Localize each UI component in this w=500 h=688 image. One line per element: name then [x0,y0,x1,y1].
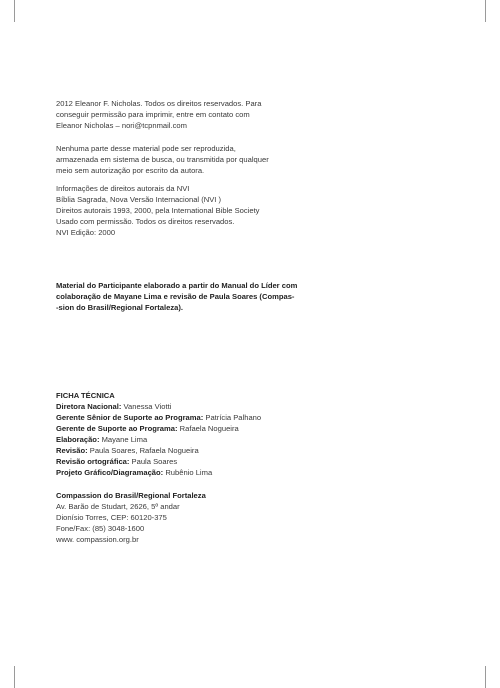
crop-mark-bottom-left [14,666,15,688]
bible-rights-line: Usado com permissão. Todos os direitos reservados. [56,217,235,226]
credits-heading: FICHA TÉCNICA [56,391,115,400]
participant-note-line: -sion do Brasil/Regional Fortaleza). [56,303,184,312]
credit-value: Rubênio Lima [163,468,213,477]
copyright-line: 2012 Eleanor F. Nicholas. Todos os direitos reservados. Para [56,99,262,108]
crop-mark-top-right [485,0,486,22]
credit-label: Revisão ortográfica: [56,457,130,466]
copyright-notice [56,98,306,131]
credit-label: Projeto Gráfico/Diagramação: [56,468,164,477]
credit-label: Gerente Sênior de Suporte ao Programa: [56,413,204,422]
participant-note-line: Material do Participante elaborado a partir do Manual do Líder com [56,281,298,290]
copyright-line: Eleanor Nicholas – nori@tcpnmail.com [56,121,187,130]
bible-rights-notice [56,183,306,238]
credits-section [56,390,306,478]
credit-label: Elaboração: [56,435,100,444]
reproduction-line: armazenada em sistema de busca, ou transmitida por qualquer [56,155,269,164]
credit-value: Mayane Lima [99,435,148,444]
reproduction-line: Nenhuma parte desse material pode ser reproduzida, [56,144,236,153]
crop-mark-top-left [14,0,15,22]
credit-row [56,456,306,467]
address-org-name: Compassion do Brasil/Regional Fortaleza [56,491,206,500]
credit-value: Paula Soares [129,457,178,466]
credit-label: Gerente de Suporte ao Programa: [56,424,178,433]
credit-row [56,401,306,412]
credit-row [56,434,306,445]
bible-rights-line: NVI Edição: 2000 [56,228,116,237]
crop-mark-bottom-right [485,666,486,688]
address-line: Av. Barão de Studart, 2626, 5º andar [56,502,180,511]
bible-rights-line: Bíblia Sagrada, Nova Versão Internacional (NVI ) [56,195,222,204]
credit-row [56,445,306,456]
reproduction-line: meio sem autorização por escrito da autora. [56,166,205,175]
credit-row [56,412,306,423]
participant-material-note [56,280,306,313]
copyright-line: conseguir permissão para imprimir, entre em contato com [56,110,250,119]
credit-value: Paula Soares, Rafaela Nogueira [87,446,199,455]
credit-row [56,423,306,434]
address-section [56,490,306,545]
participant-note-line: colaboração de Mayane Lima e revisão de Paula Soares (Compas- [56,292,295,301]
address-line: Dionísio Torres, CEP: 60120-375 [56,513,167,522]
reproduction-notice [56,143,306,176]
bible-rights-line: Informações de direitos autorais da NVI [56,184,190,193]
credit-label: Diretora Nacional: [56,402,122,411]
credit-value: Patrícia Palhano [203,413,262,422]
address-phone: Fone/Fax: (85) 3048-1600 [56,524,145,533]
credit-row [56,467,306,478]
bible-rights-line: Direitos autorais 1993, 2000, pela International Bible Society [56,206,260,215]
credit-value: Rafaela Nogueira [177,424,239,433]
credit-label: Revisão: [56,446,88,455]
address-website: www. compassion.org.br [56,535,139,544]
credit-value: Vanessa Viotti [121,402,172,411]
